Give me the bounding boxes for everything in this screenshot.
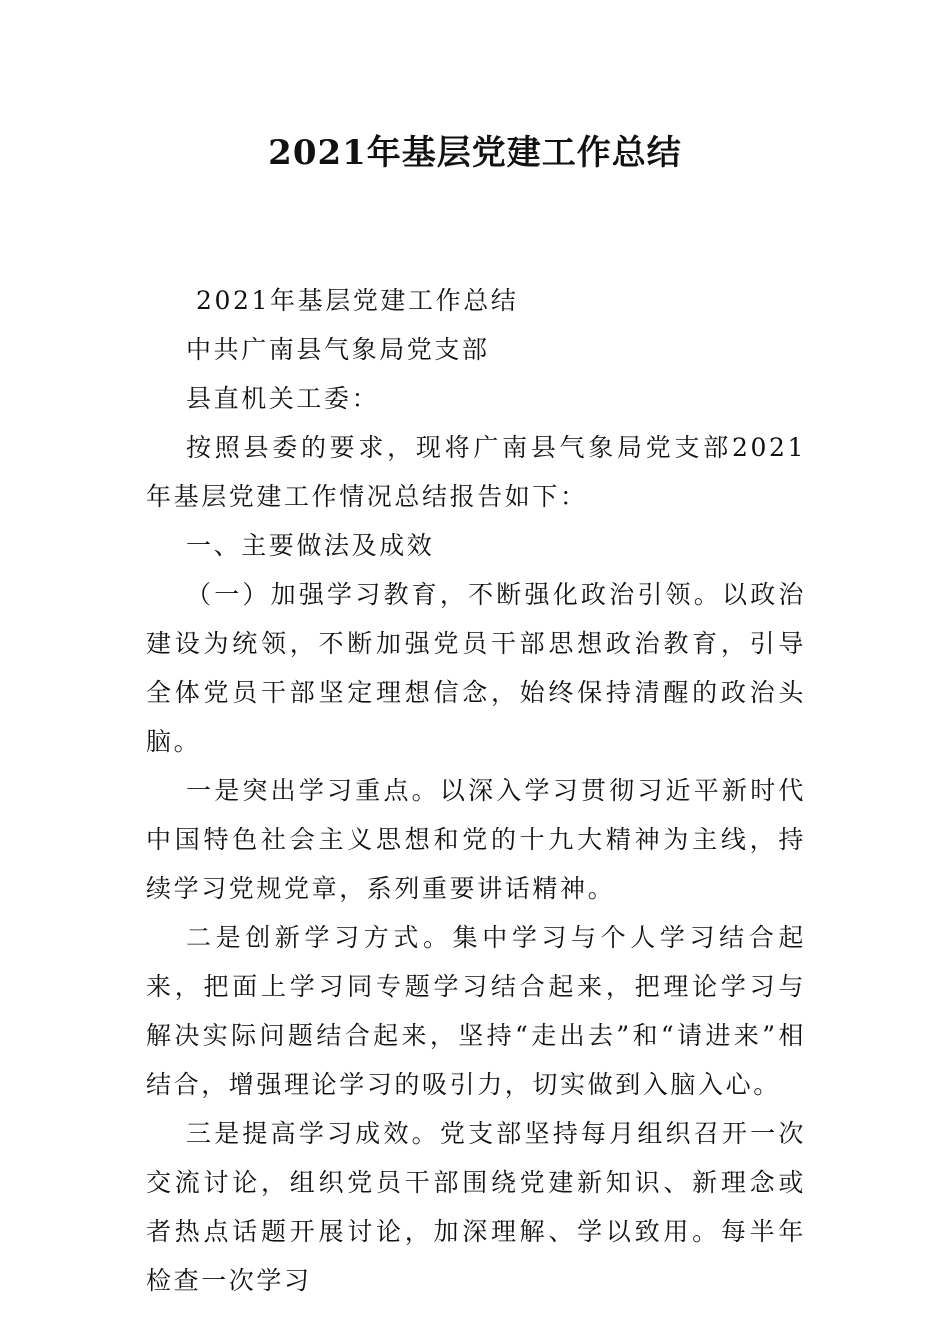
body-paragraph: 三是提高学习成效。党支部坚持每月组织召开一次交流讨论，组织党员干部围绕党建新知识、新理念或者热点话题开展讨论，加深理解、学以致用。每半年检查一次学习 — [146, 1119, 806, 1295]
subtitle-paragraph: 2021年基层党建工作总结 — [196, 286, 519, 315]
body-paragraph: （一）加强学习教育，不断强化政治引领。以政治建设为统领，不断加强党员干部思想政治教育，引导全体党员干部坚定理想信念，始终保持清醒的政治头脑。 — [146, 580, 806, 756]
section-heading: 一、主要做法及成效 — [186, 531, 435, 560]
document-title: 2021年基层党建工作总结 — [268, 133, 682, 173]
document-body — [146, 276, 806, 1305]
body-paragraph: 一是突出学习重点。以深入学习贯彻习近平新时代中国特色社会主义思想和党的十九大精神为主线，持续学习党规党章，系列重要讲话精神。 — [146, 776, 806, 903]
intro-paragraph: 按照县委的要求，现将广南县气象局党支部2021年基层党建工作情况总结报告如下： — [146, 433, 806, 511]
body-paragraph: 二是创新学习方式。集中学习与个人学习结合起来，把面上学习同专题学习结合起来，把理论学习与解决实际问题结合起来，坚持“走出去”和“请进来”相结合，增强理论学习的吸引力，切实做到入脑入心。 — [146, 923, 806, 1099]
addressee-paragraph: 县直机关工委： — [186, 384, 380, 413]
author-paragraph: 中共广南县气象局党支部 — [186, 335, 490, 364]
